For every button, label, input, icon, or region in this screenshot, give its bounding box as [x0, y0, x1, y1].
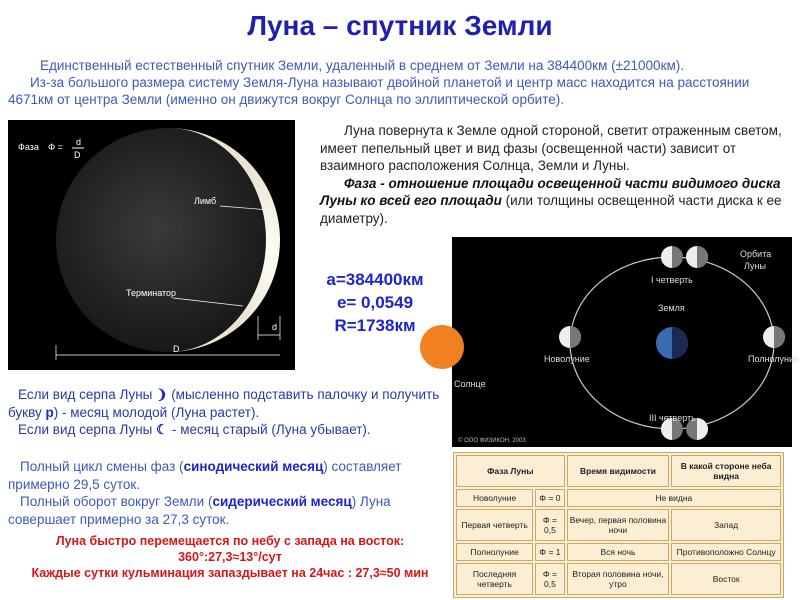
intro-line-1: Единственный естественный спутник Земли, удаленный в среднем от Земли на 384400км (±21000км). — [40, 58, 684, 73]
sickle-rules — [8, 386, 448, 439]
moon-photo — [8, 120, 295, 370]
synodic-month — [8, 458, 453, 493]
letter-r: р — [45, 404, 54, 420]
cell-phase: Первая четверть — [456, 509, 533, 541]
param-e: e= 0,0549 — [336, 293, 414, 312]
table-row — [456, 543, 781, 561]
orbit-label-l1: Орбита — [740, 249, 772, 259]
sidereal-text-b: ) Луна совершает примерно за 27,3 суток. — [8, 494, 391, 527]
phase-label: Фаза — [18, 142, 39, 152]
intro-line-2: Из-за большого размера систему Земля-Луна называют двойной планетой и центр масс находится на расстоянии 4671км от центра Земли (именно он движутся вокруг Солнца по эллиптической орбите). — [8, 75, 750, 107]
motion-fact-1: Луна быстро перемещается по небу с запада на восток: — [55, 534, 405, 548]
sickle-young-text-a: Если вид серпа Луны — [18, 387, 157, 402]
waxing-crescent-icon: ❩ — [156, 387, 168, 402]
param-R: R=1738км — [334, 316, 416, 335]
sun-shape — [420, 325, 464, 369]
sickle-young-text-c: ) - месяц молодой (Луна растет). — [53, 404, 260, 420]
phase-table — [453, 452, 784, 598]
table-row — [456, 489, 781, 507]
waning-crescent-icon: ☾ — [156, 422, 169, 437]
header-visibility: Время видимости — [567, 455, 670, 487]
formula-lhs: Φ = — [48, 142, 63, 152]
sidereal-month — [8, 493, 453, 528]
sickle-young-text-b: (мысленно подставить палочку и получить букву — [8, 387, 440, 420]
synodic-term: синодический месяц — [183, 459, 324, 474]
cell-phi: Φ = 0,5 — [535, 509, 564, 541]
sickle-old-text-b: - месяц старый (Луна убывает). — [168, 422, 371, 437]
cell-visibility: Не видна — [567, 489, 781, 507]
table-header-row — [456, 455, 781, 487]
table-row — [456, 509, 781, 541]
credit-label: © ООО ФИЗИКОН, 2003 — [458, 438, 526, 444]
month-info — [8, 458, 453, 528]
phase-table-grid — [454, 453, 783, 597]
limb-label: Лимб — [194, 196, 217, 206]
terminator-label: Терминатор — [126, 288, 177, 298]
table-row — [456, 563, 781, 595]
moon-new — [559, 326, 581, 348]
cell-phi: Φ = 0,5 — [535, 563, 564, 595]
orbit-label-l2: Луны — [744, 261, 766, 271]
sickle-rule-young — [8, 386, 448, 421]
synodic-text-b: ) составляет примерно 29,5 суток. — [8, 459, 402, 492]
right-description — [320, 122, 795, 227]
cell-visibility: Вечер, первая половина ночи — [567, 509, 670, 541]
earth-label: Земля — [658, 303, 685, 313]
moon-first-quarter — [661, 246, 708, 268]
intro-text — [8, 57, 792, 108]
cell-phi: Φ = 1 — [535, 543, 564, 561]
third-quarter-label: III четверть — [649, 413, 696, 423]
cell-direction: Противоположно Солнцу — [671, 543, 781, 561]
d-label: d — [272, 322, 278, 332]
phase-definition: Фаза - отношение площади освещенной части видимого диска Луны ко всей его площади — [320, 175, 781, 208]
header-phase: Фаза Луны — [456, 455, 565, 487]
full-moon-label: Полнолуние — [748, 354, 800, 364]
param-a: a=384400км — [326, 270, 424, 289]
D-label: D — [173, 344, 180, 354]
sun-label: Солнце — [454, 379, 486, 389]
moon-photo-svg — [8, 120, 295, 370]
synodic-text-a: Полный цикл смены фаз ( — [20, 459, 184, 474]
sidereal-text-a: Полный оборот вокруг Земли ( — [20, 494, 213, 509]
sickle-rule-old — [8, 421, 448, 439]
cell-visibility: Вся ночь — [567, 543, 670, 561]
motion-facts — [0, 533, 460, 581]
orbit-params — [300, 268, 450, 337]
first-quarter-label: I четверть — [651, 275, 693, 285]
motion-fact-3: Каждые сутки кульминация запаздывает на 24час : 27,3≈50 мин — [31, 566, 429, 580]
cell-phi: Φ = 0 — [535, 489, 564, 507]
earth-night — [672, 327, 688, 359]
phase-definition-rest: (или толщины освещенной части диска к ее диаметру). — [320, 193, 782, 226]
right-para-1: Луна повернута к Земле одной стороной, светит отраженным светом, имеет пепельный цвет и вид фазы (освещенной части) зависит от взаимного расположения Солнца, Земли и Луны. — [320, 123, 782, 173]
cell-direction: Запад — [671, 509, 781, 541]
formula-num: d — [76, 137, 82, 147]
formula-den: D — [74, 150, 81, 160]
orbit-label — [740, 249, 774, 271]
header-direction: В какой стороне неба видна — [671, 455, 781, 487]
right-para-2 — [320, 175, 795, 228]
orbit-diagram-svg — [452, 237, 800, 447]
cell-phase: Последняя четверть — [456, 563, 533, 595]
cell-phase: Новолуние — [456, 489, 533, 507]
cell-phase: Полнолуние — [456, 543, 533, 561]
cell-direction: Восток — [671, 563, 781, 595]
page-title: Луна – спутник Земли — [247, 10, 553, 41]
sickle-old-text-a: Если вид серпа Луны — [18, 422, 157, 437]
orbit-diagram — [452, 237, 800, 447]
sidereal-term: сидерический месяц — [212, 494, 352, 509]
moon-full — [763, 326, 785, 348]
new-moon-label: Новолуние — [544, 354, 590, 364]
cell-visibility: Вторая половина ночи, утро — [567, 563, 670, 595]
motion-fact-2: 360°:27,3≈13°/сут — [178, 550, 282, 564]
